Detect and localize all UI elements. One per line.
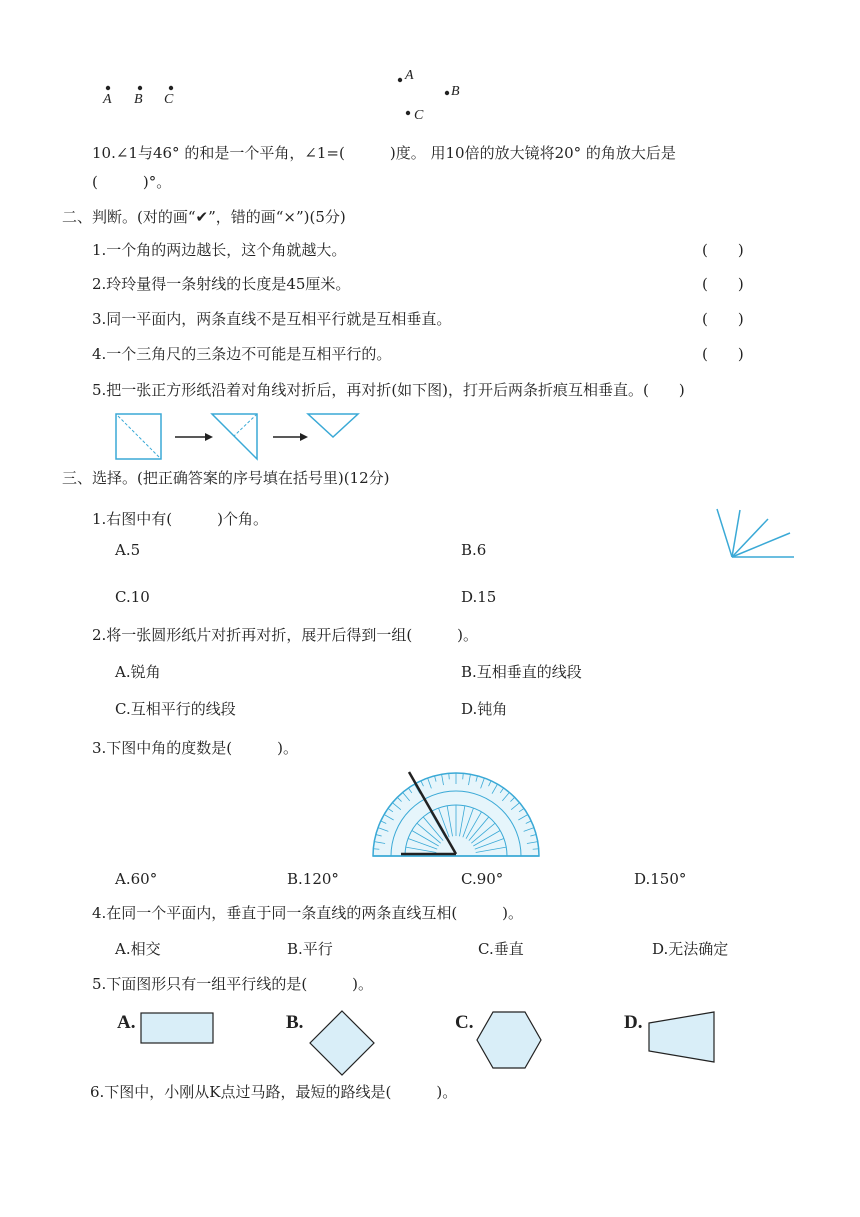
q5-stem: 5.下面图形只有一组平行线的是( )。 <box>92 975 374 993</box>
q5-option-d[interactable]: D. <box>624 1012 643 1033</box>
rectangle-shape <box>138 1010 218 1046</box>
triangle-points-figure <box>395 75 455 125</box>
point-label-b2: B <box>451 84 460 99</box>
q4-option-d[interactable]: D.无法确定 <box>652 940 729 958</box>
judge-answer-2[interactable]: ( ) <box>702 275 744 293</box>
point-label-b: B <box>134 92 143 107</box>
q1-option-d[interactable]: D.15 <box>461 588 497 606</box>
q1-stem: 1.右图中有( )个角。 <box>92 510 269 528</box>
q4-option-b[interactable]: B.平行 <box>287 940 333 958</box>
q5-option-c[interactable]: C. <box>455 1012 474 1033</box>
judge-answer-1[interactable]: ( ) <box>702 241 744 259</box>
point-label-c2: C <box>414 108 424 123</box>
protractor-tick <box>373 849 379 850</box>
q5-option-a[interactable]: A. <box>117 1012 136 1033</box>
judge-item-3: 3.同一平面内，两条直线不是互相平行就是互相垂直。 <box>92 310 452 328</box>
q5-option-b[interactable]: B. <box>286 1012 304 1033</box>
q2-option-d[interactable]: D.钝角 <box>461 700 508 718</box>
q2-option-c[interactable]: C.互相平行的线段 <box>115 700 236 718</box>
q2-option-a[interactable]: A.锐角 <box>115 663 161 681</box>
judge-item-5: 5.把一张正方形纸沿着对角线对折后，再对折(如下图)，打开后两条折痕互相垂直。( ) <box>92 381 685 399</box>
q3-option-b[interactable]: B.120° <box>287 870 339 888</box>
q1-option-c[interactable]: C.10 <box>115 588 150 606</box>
judge-item-2: 2.玲玲量得一条射线的长度是45厘米。 <box>92 275 351 293</box>
protractor-tick <box>533 849 539 850</box>
q1-option-b[interactable]: B.6 <box>461 541 487 559</box>
collinear-points-figure <box>100 82 200 112</box>
section3-title: 三、选择。(把正确答案的序号填在括号里)(12分) <box>62 469 390 487</box>
judge-item-1: 1.一个角的两边越长，这个角就越大。 <box>92 241 347 259</box>
square-rotated-shape <box>307 1009 377 1079</box>
q2-stem: 2.将一张圆形纸片对折再对折，展开后得到一组( )。 <box>92 626 479 644</box>
q3-stem: 3.下图中角的度数是( )。 <box>92 739 299 757</box>
judge-answer-3[interactable]: ( ) <box>702 310 744 328</box>
q4-option-c[interactable]: C.垂直 <box>478 940 524 958</box>
judge-item-4: 4.一个三角尺的三条边不可能是互相平行的。 <box>92 345 392 363</box>
angle-rays-figure <box>712 507 797 562</box>
point-label-a: A <box>103 92 112 107</box>
hexagon-shape <box>475 1009 545 1071</box>
protractor-tick <box>463 773 464 779</box>
paper-folding-figure <box>115 410 365 460</box>
q4-stem: 4.在同一个平面内，垂直于同一条直线的两条直线互相( )。 <box>92 904 524 922</box>
protractor-figure <box>371 770 541 860</box>
q2-option-b[interactable]: B.互相垂直的线段 <box>461 663 582 681</box>
q3-option-c[interactable]: C.90° <box>461 870 504 888</box>
q10-line1: 10.∠1与46° 的和是一个平角，∠1=( )度。 用10倍的放大镜将20° 的角放大后是 <box>92 144 676 162</box>
q3-option-d[interactable]: D.150° <box>634 870 687 888</box>
point-label-a2: A <box>405 68 414 83</box>
point-label-c: C <box>164 92 174 107</box>
q1-option-a[interactable]: A.5 <box>115 541 141 559</box>
section2-title: 二、判断。(对的画“✔”，错的画“×”)(5分) <box>62 208 346 226</box>
protractor-tick <box>449 773 450 779</box>
q3-option-a[interactable]: A.60° <box>115 870 158 888</box>
q6-stem: 6.下图中，小刚从K点过马路，最短的路线是( )。 <box>90 1083 458 1101</box>
trapezoid-shape <box>646 1009 718 1065</box>
q10-line2: ( )°。 <box>92 173 172 191</box>
q4-option-a[interactable]: A.相交 <box>115 940 161 958</box>
judge-answer-4[interactable]: ( ) <box>702 345 744 363</box>
